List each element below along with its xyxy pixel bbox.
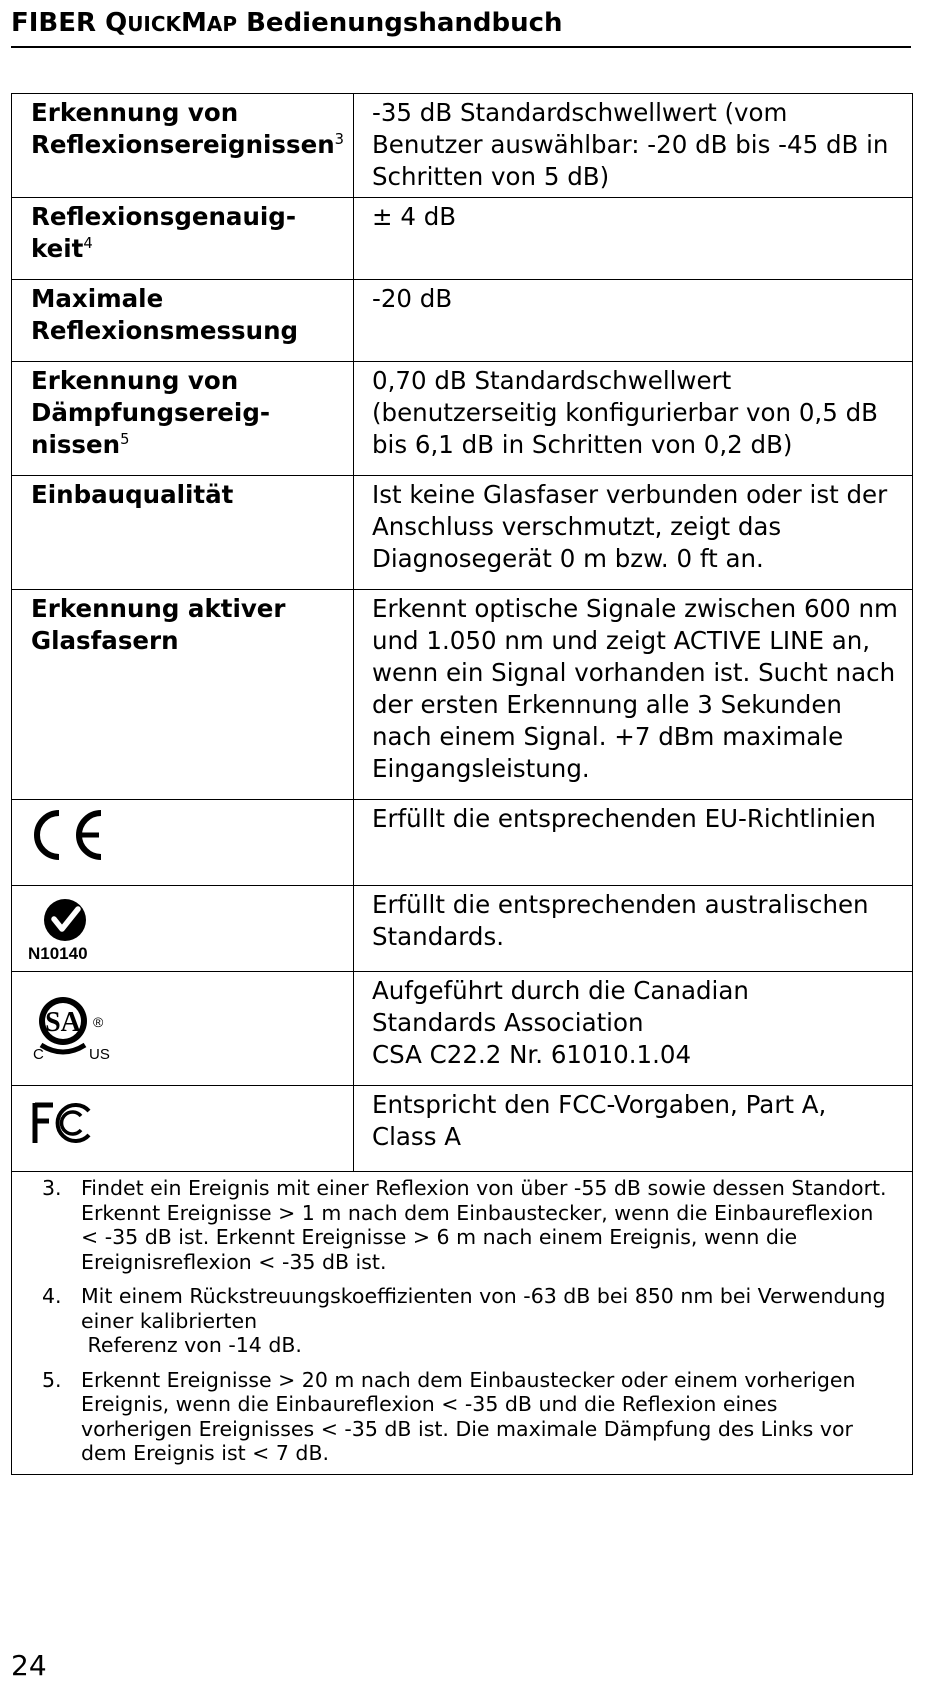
specifications-table (11, 93, 913, 1475)
fcc-mark-icon (31, 1099, 95, 1147)
spec-value: -20 dB (354, 280, 913, 362)
rcm-mark-icon (42, 897, 88, 943)
spec-label-text: Reflexionsgenauig-keit (31, 202, 296, 263)
csa-registered-mark: ® (93, 1014, 104, 1030)
spec-value: -35 dB Standardschwellwert (vom Benutzer auswählbar: -20 dB bis -45 dB in Schritten von 5 dB) (354, 94, 913, 198)
logo-cell (12, 800, 354, 886)
logo-cell (12, 886, 354, 972)
spec-value: ± 4 dB (354, 198, 913, 280)
spec-label: Erkennung aktiver Glasfasern (12, 590, 354, 800)
footnote (42, 1284, 892, 1358)
table-row (12, 972, 913, 1086)
spec-value: Erfüllt die entsprechenden australischen Standards. (354, 886, 913, 972)
table-row (12, 280, 913, 362)
title-part: Bedienungshandbuch (237, 8, 563, 38)
footnotes-row (12, 1172, 913, 1475)
csa-text-line: CSA C22.2 Nr. 61010.1.04 (372, 1040, 692, 1069)
csa-text-line: Standards Association (372, 1008, 644, 1037)
spec-value: Entspricht den FCC-Vorgaben, Part A, Class A (354, 1086, 913, 1172)
spec-value: Ist keine Glasfaser verbunden oder ist der Anschluss verschmutzt, zeigt das Diagnosegerät 0 m bzw. 0 ft an. (354, 476, 913, 590)
footnote-text (81, 1284, 892, 1358)
csa-mark-icon (27, 987, 127, 1063)
table-row (12, 94, 913, 198)
table-row (12, 886, 913, 972)
table-row (12, 476, 913, 590)
page-number: 24 (11, 1649, 47, 1682)
page-header (11, 6, 911, 48)
spec-label (12, 94, 354, 198)
footnote-number: 4. (42, 1284, 62, 1308)
footnote-ref: 4 (83, 234, 93, 252)
spec-value: Erkennt optische Signale zwischen 600 nm und 1.050 nm und zeigt ACTIVE LINE an, wenn ein Signal vorhanden ist. Sucht nach der ersten Erkennung alle 3 Sekunden nach einem Signal. +7 dBm maximale Eingangsleistung. (354, 590, 913, 800)
title-part: AP (206, 12, 238, 36)
table-row (12, 1086, 913, 1172)
table-row (12, 198, 913, 280)
rcm-code: N10140 (28, 944, 88, 963)
footnote-number: 5. (42, 1367, 62, 1392)
footnote-text: Erkennt Ereignisse > 20 m nach dem Einbaustecker oder einem vorherigen Ereignis, wenn die Einbaureflexion < -35 dB und die Reflexion eines vorherigen Ereignisses < -35 dB ist. Die maximale Dämpfung des Links vor dem Ereignis ist < 7 dB. (81, 1367, 856, 1465)
spec-label: Maximale Reflexionsmessung (12, 280, 354, 362)
footnotes (12, 1172, 913, 1475)
footnote-number: 3. (42, 1176, 62, 1200)
footnote-text: Findet ein Ereignis mit einer Reflexion von über -55 dB sowie dessen Standort. Erkennt Ereignisse > 1 m nach dem Einbaustecker, wenn die Einbaureflexion < -35 dB ist. Erkennt Ereignisse > 6 m nach einem Ereignis, wenn die Ereignisreflexion < -35 dB ist. (81, 1176, 887, 1274)
manual-title (11, 6, 563, 41)
spec-value (354, 972, 913, 1086)
title-part: UICK (127, 12, 182, 36)
table-row (12, 800, 913, 886)
spec-label (12, 198, 354, 280)
footnote-ref: 5 (120, 430, 130, 448)
csa-c-label: C (33, 1046, 44, 1063)
table-row (12, 590, 913, 800)
title-part: FIBER Q (11, 8, 128, 38)
csa-text-line: Aufgeführt durch die Canadian (372, 976, 749, 1005)
spec-label-text: Erkennung von Dämpfungsereig-nissen (31, 366, 271, 459)
svg-text:SA: SA (45, 1007, 81, 1038)
spec-value: Erfüllt die entsprechenden EU-Richtlinien (354, 800, 913, 886)
footnote (42, 1368, 892, 1466)
spec-value: 0,70 dB Standardschwellwert (benutzerseitig konfigurierbar von 0,5 dB bis 6,1 dB in Schritten von 0,2 dB) (354, 362, 913, 476)
table-row (12, 362, 913, 476)
logo-cell (12, 972, 354, 1086)
spec-label-text: Erkennung von Reflexionsereignissen (31, 98, 335, 159)
ce-mark-icon (31, 807, 105, 863)
footnote-line: Referenz von -14 dB. (81, 1333, 302, 1357)
footnote (42, 1176, 892, 1274)
footnote-line: Mit einem Rückstreuungskoeffizienten von -63 dB bei 850 nm bei Verwendung einer kalibrierten (81, 1284, 886, 1333)
csa-us-label: US (89, 1046, 110, 1063)
footnote-ref: 3 (334, 130, 344, 148)
logo-cell (12, 1086, 354, 1172)
title-part: M (181, 8, 207, 38)
spec-label (12, 362, 354, 476)
spec-label: Einbauqualität (12, 476, 354, 590)
